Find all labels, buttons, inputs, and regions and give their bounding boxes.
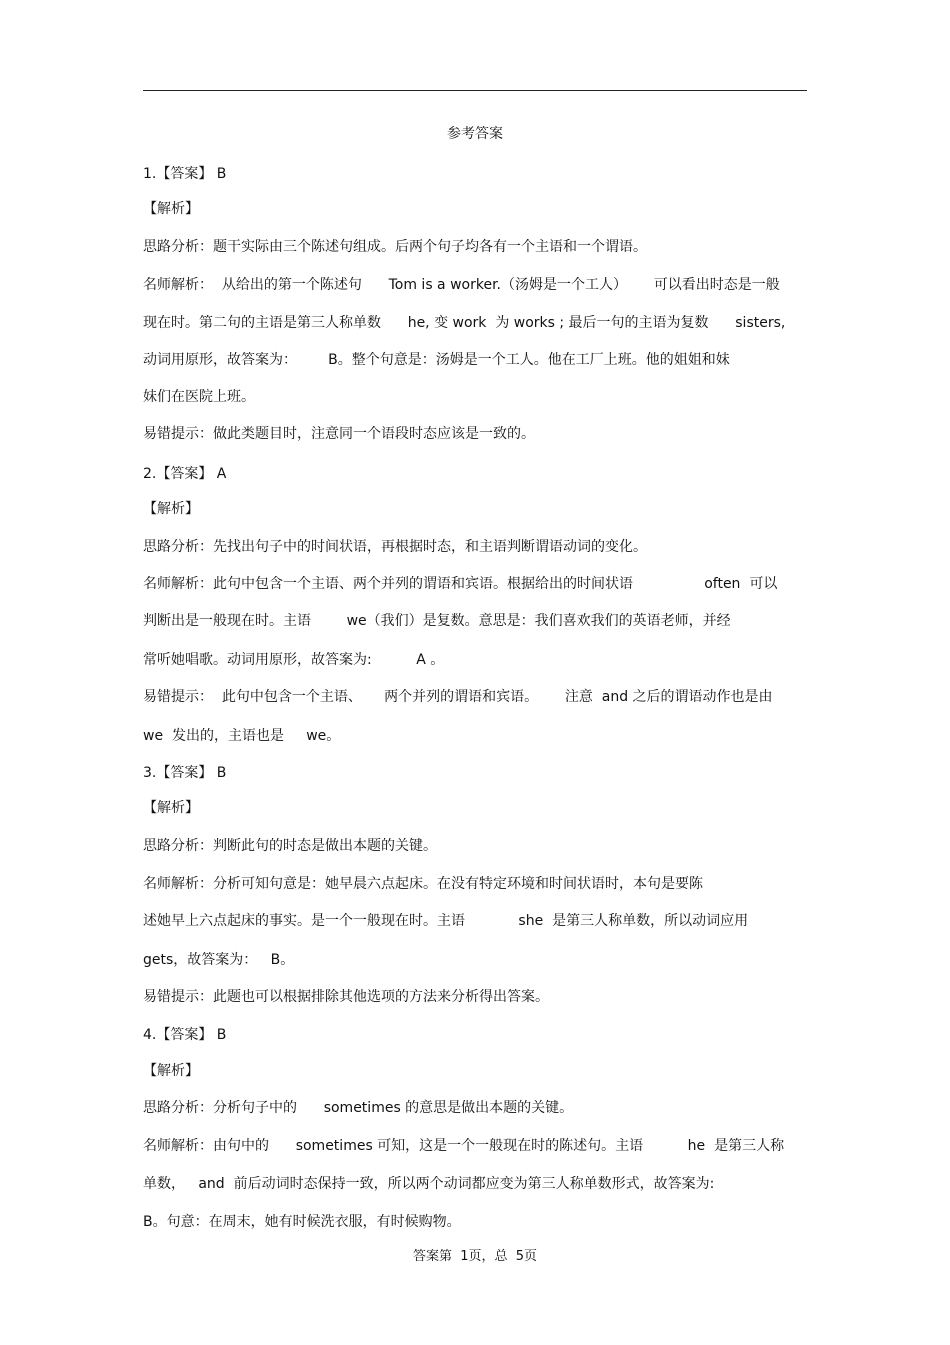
paragraph-line: 现在时。第二句的主语是第三人称单数 he, 变 work 为 works ; 最后一句的主语为复数 sisters, xyxy=(143,315,786,331)
paragraph-line: 易错提示：此题也可以根据排除其他选项的方法来分析得出答案。 xyxy=(143,989,549,1005)
paragraph-line: 思路分析：先找出句子中的时间状语，再根据时态，和主语判断谓语动词的变化。 xyxy=(143,539,647,555)
paragraph-line: we 发出的，主语也是 we。 xyxy=(143,728,341,744)
page-title: 参考答案 xyxy=(447,126,503,142)
paragraph-line: 妹们在医院上班。 xyxy=(143,389,255,405)
paragraph-line: 常听她唱歌。动词用原形，故答案为: A 。 xyxy=(143,652,445,668)
page-footer: 答案第 1页，总 5页 xyxy=(412,1249,538,1264)
paragraph-line: 单数， and 前后动词时态保持一致，所以两个动词都应变为第三人称单数形式，故答案为: xyxy=(143,1176,715,1192)
answer-heading-1: 1.【答案】 B xyxy=(143,166,227,182)
paragraph-line: 名师解析：分析可知句意是：她早晨六点起床。在没有特定环境和时间状语时，本句是要陈 xyxy=(143,876,703,892)
paragraph-line: 判断出是一般现在时。主语 we（我们）是复数。意思是：我们喜欢我们的英语老师，并经 xyxy=(143,613,731,629)
paragraph-line: 名师解析：此句中包含一个主语、两个并列的谓语和宾语。根据给出的时间状语 often 可以 xyxy=(143,576,778,592)
paragraph-line: B。句意：在周末，她有时候洗衣服，有时候购物。 xyxy=(143,1214,461,1230)
answer-heading-3: 3.【答案】 B xyxy=(143,765,227,781)
paragraph-line: 名师解析：由句中的 sometimes 可知，这是一个一般现在时的陈述句。主语 he 是第三人称 xyxy=(143,1138,785,1154)
paragraph-line: 思路分析：题干实际由三个陈述句组成。后两个句子均各有一个主语和一个谓语。 xyxy=(143,239,647,255)
paragraph-line: 动词用原形，故答案为： B。整个句意是：汤姆是一个工人。他在工厂上班。他的姐姐和妹 xyxy=(143,352,730,368)
paragraph-line: 思路分析：判断此句的时态是做出本题的关键。 xyxy=(143,838,437,854)
paragraph-line: 思路分析：分析句子中的 sometimes 的意思是做出本题的关键。 xyxy=(143,1100,574,1116)
header-rule xyxy=(143,90,807,91)
analysis-label-2: 【解析】 xyxy=(143,501,199,517)
analysis-label-3: 【解析】 xyxy=(143,800,199,816)
answer-heading-4: 4.【答案】 B xyxy=(143,1027,227,1043)
paragraph-line: 易错提示： 此句中包含一个主语、 两个并列的谓语和宾语。 注意 and 之后的谓语动作也是由 xyxy=(143,689,773,705)
paragraph-line: gets，故答案为： B。 xyxy=(143,952,295,968)
analysis-label-4: 【解析】 xyxy=(143,1063,199,1079)
analysis-label-1: 【解析】 xyxy=(143,201,199,217)
paragraph-line: 易错提示：做此类题目时，注意同一个语段时态应该是一致的。 xyxy=(143,426,535,442)
answer-heading-2: 2.【答案】 A xyxy=(143,466,227,482)
paragraph-line: 名师解析： 从给出的第一个陈述句 Tom is a worker.（汤姆是一个工人） 可以看出时态是一般 xyxy=(143,277,780,293)
paragraph-line: 述她早上六点起床的事实。是一个一般现在时。主语 she 是第三人称单数，所以动词应用 xyxy=(143,913,749,929)
